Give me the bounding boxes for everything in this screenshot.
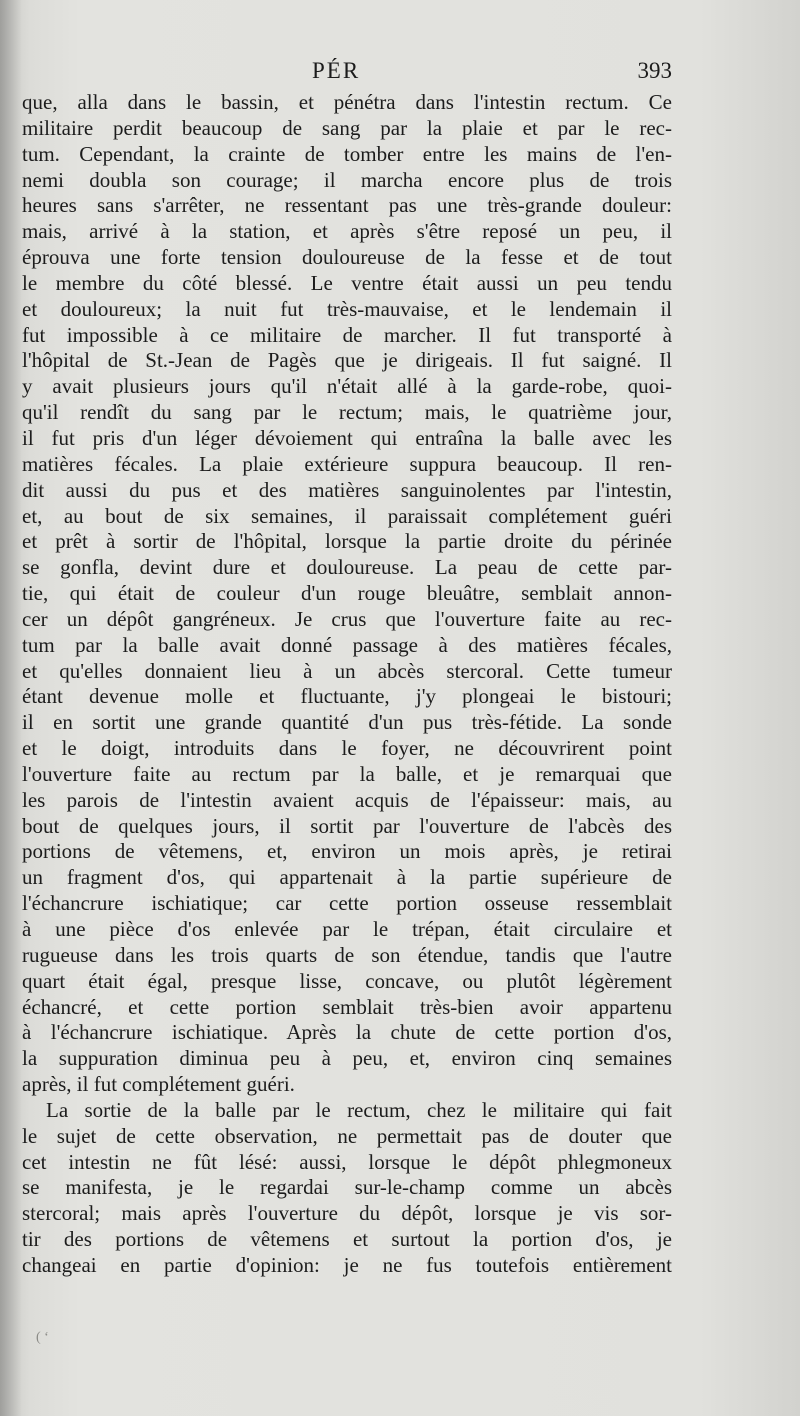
text-line: mais, arrivé à la station, et après s'être reposé un peu, il <box>22 219 672 244</box>
text-line: matières fécales. La plaie extérieure suppura beaucoup. Il ren- <box>22 451 672 476</box>
text-line: bout de quelques jours, il sortit par l'ouverture de l'abcès des <box>22 813 672 838</box>
text-line: La sortie de la balle par le rectum, chez le militaire qui fait <box>46 1097 672 1122</box>
text-line: échancré, et cette portion semblait très-bien avoir appartenu <box>22 994 672 1019</box>
text-line: à une pièce d'os enlevée par le trépan, était circulaire et <box>22 917 672 941</box>
text-line: il fut pris d'un léger dévoiement qui entraîna la balle avec les <box>22 425 672 450</box>
text-line: étant devenue molle et fluctuante, j'y plongeai le bistouri; <box>22 684 672 709</box>
text-line: à l'échancrure ischiatique. Après la chute de cette portion d'os, <box>22 1020 672 1045</box>
text-line: dit aussi du pus et des matières sanguinolentes par l'intestin, <box>22 477 672 502</box>
text-line: et qu'elles donnaient lieu à un abcès stercoral. Cette tumeur <box>22 658 672 683</box>
paragraph-2 <box>22 1098 672 1279</box>
text-line: un fragment d'os, qui appartenait à la partie supérieure de <box>22 865 672 890</box>
text-line: l'hôpital de St.-Jean de Pagès que je dirigeais. Il fut saigné. Il <box>22 348 672 373</box>
text-line: l'échancrure ischiatique; car cette portion osseuse ressemblait <box>22 891 672 916</box>
text-line: rugueuse dans les trois quarts de son étendue, tandis que l'autre <box>22 942 672 967</box>
text-line: les parois de l'intestin avaient acquis de l'épaisseur: mais, au <box>22 787 672 812</box>
text-line: tir des portions de vêtemens et surtout la portion d'os, je <box>22 1227 672 1252</box>
text-line: militaire perdit beaucoup de sang par la plaie et par le rec- <box>22 115 672 140</box>
text-line: nemi doubla son courage; il marcha encore plus de trois <box>22 167 672 192</box>
text-line: cer un dépôt gangréneux. Je crus que l'ouverture faite au rec- <box>22 606 672 631</box>
text-line: et prêt à sortir de l'hôpital, lorsque la partie droite du périnée <box>22 529 672 554</box>
text-line: changeai en partie d'opinion: je ne fus toutefois entièrement <box>22 1252 672 1277</box>
text-line: se manifesta, je le regardai sur-le-champ comme un abcès <box>22 1175 672 1200</box>
text-line: stercoral; mais après l'ouverture du dépôt, lorsque je vis sor- <box>22 1201 672 1226</box>
gutter-shadow <box>0 0 22 1416</box>
text-line: tum par la balle avait donné passage à des matières fécales, <box>22 632 672 657</box>
paragraph-1 <box>22 90 672 1098</box>
running-head <box>0 58 800 88</box>
text-line: heures sans s'arrêter, ne ressentant pas une très-grande douleur: <box>22 193 672 218</box>
text-line: cet intestin ne fût lésé: aussi, lorsque le dépôt phlegmoneux <box>22 1149 672 1174</box>
text-line: le membre du côté blessé. Le ventre était aussi un peu tendu <box>22 270 672 295</box>
text-line: tie, qui était de couleur d'un rouge bleuâtre, semblait annon- <box>22 581 672 606</box>
text-line: qu'il rendît du sang par le rectum; mais, le quatrième jour, <box>22 400 672 425</box>
running-title: PÉR <box>312 58 361 83</box>
body-text <box>22 90 672 1279</box>
text-line: portions de vêtemens, et, environ un mois après, je retirai <box>22 839 672 864</box>
text-line: après, il fut complétement guéri. <box>22 1072 295 1097</box>
text-line: fut impossible à ce militaire de marcher. Il fut transporté à <box>22 322 672 347</box>
text-line: y avait plusieurs jours qu'il n'était allé à la garde-robe, quoi- <box>22 374 672 399</box>
text-line: le sujet de cette observation, ne permettait pas de douter que <box>22 1123 672 1148</box>
text-line: que, alla dans le bassin, et pénétra dans l'intestin rectum. Ce <box>22 90 672 114</box>
text-line: et le doigt, introduits dans le foyer, ne découvrirent point <box>22 736 672 761</box>
text-line: l'ouverture faite au rectum par la balle, et je remarquai que <box>22 761 672 786</box>
text-line: il en sortit une grande quantité d'un pus très-fétide. La sonde <box>22 710 672 735</box>
text-line: tum. Cependant, la crainte de tomber entre les mains de l'en- <box>22 141 672 166</box>
text-line: éprouva une forte tension douloureuse de la fesse et de tout <box>22 245 672 270</box>
text-line: se gonfla, devint dure et douloureuse. La peau de cette par- <box>22 555 672 580</box>
text-line: et, au bout de six semaines, il paraissait complétement guéri <box>22 503 672 528</box>
page-number: 393 <box>637 58 672 83</box>
text-line: quart était égal, presque lisse, concave, ou plutôt légèrement <box>22 968 672 993</box>
page-mark: ( ‘ <box>36 1330 49 1345</box>
text-line: et douloureux; la nuit fut très-mauvaise, et le lendemain il <box>22 296 672 321</box>
text-line: la suppuration diminua peu à peu, et, environ cinq semaines <box>22 1046 672 1071</box>
